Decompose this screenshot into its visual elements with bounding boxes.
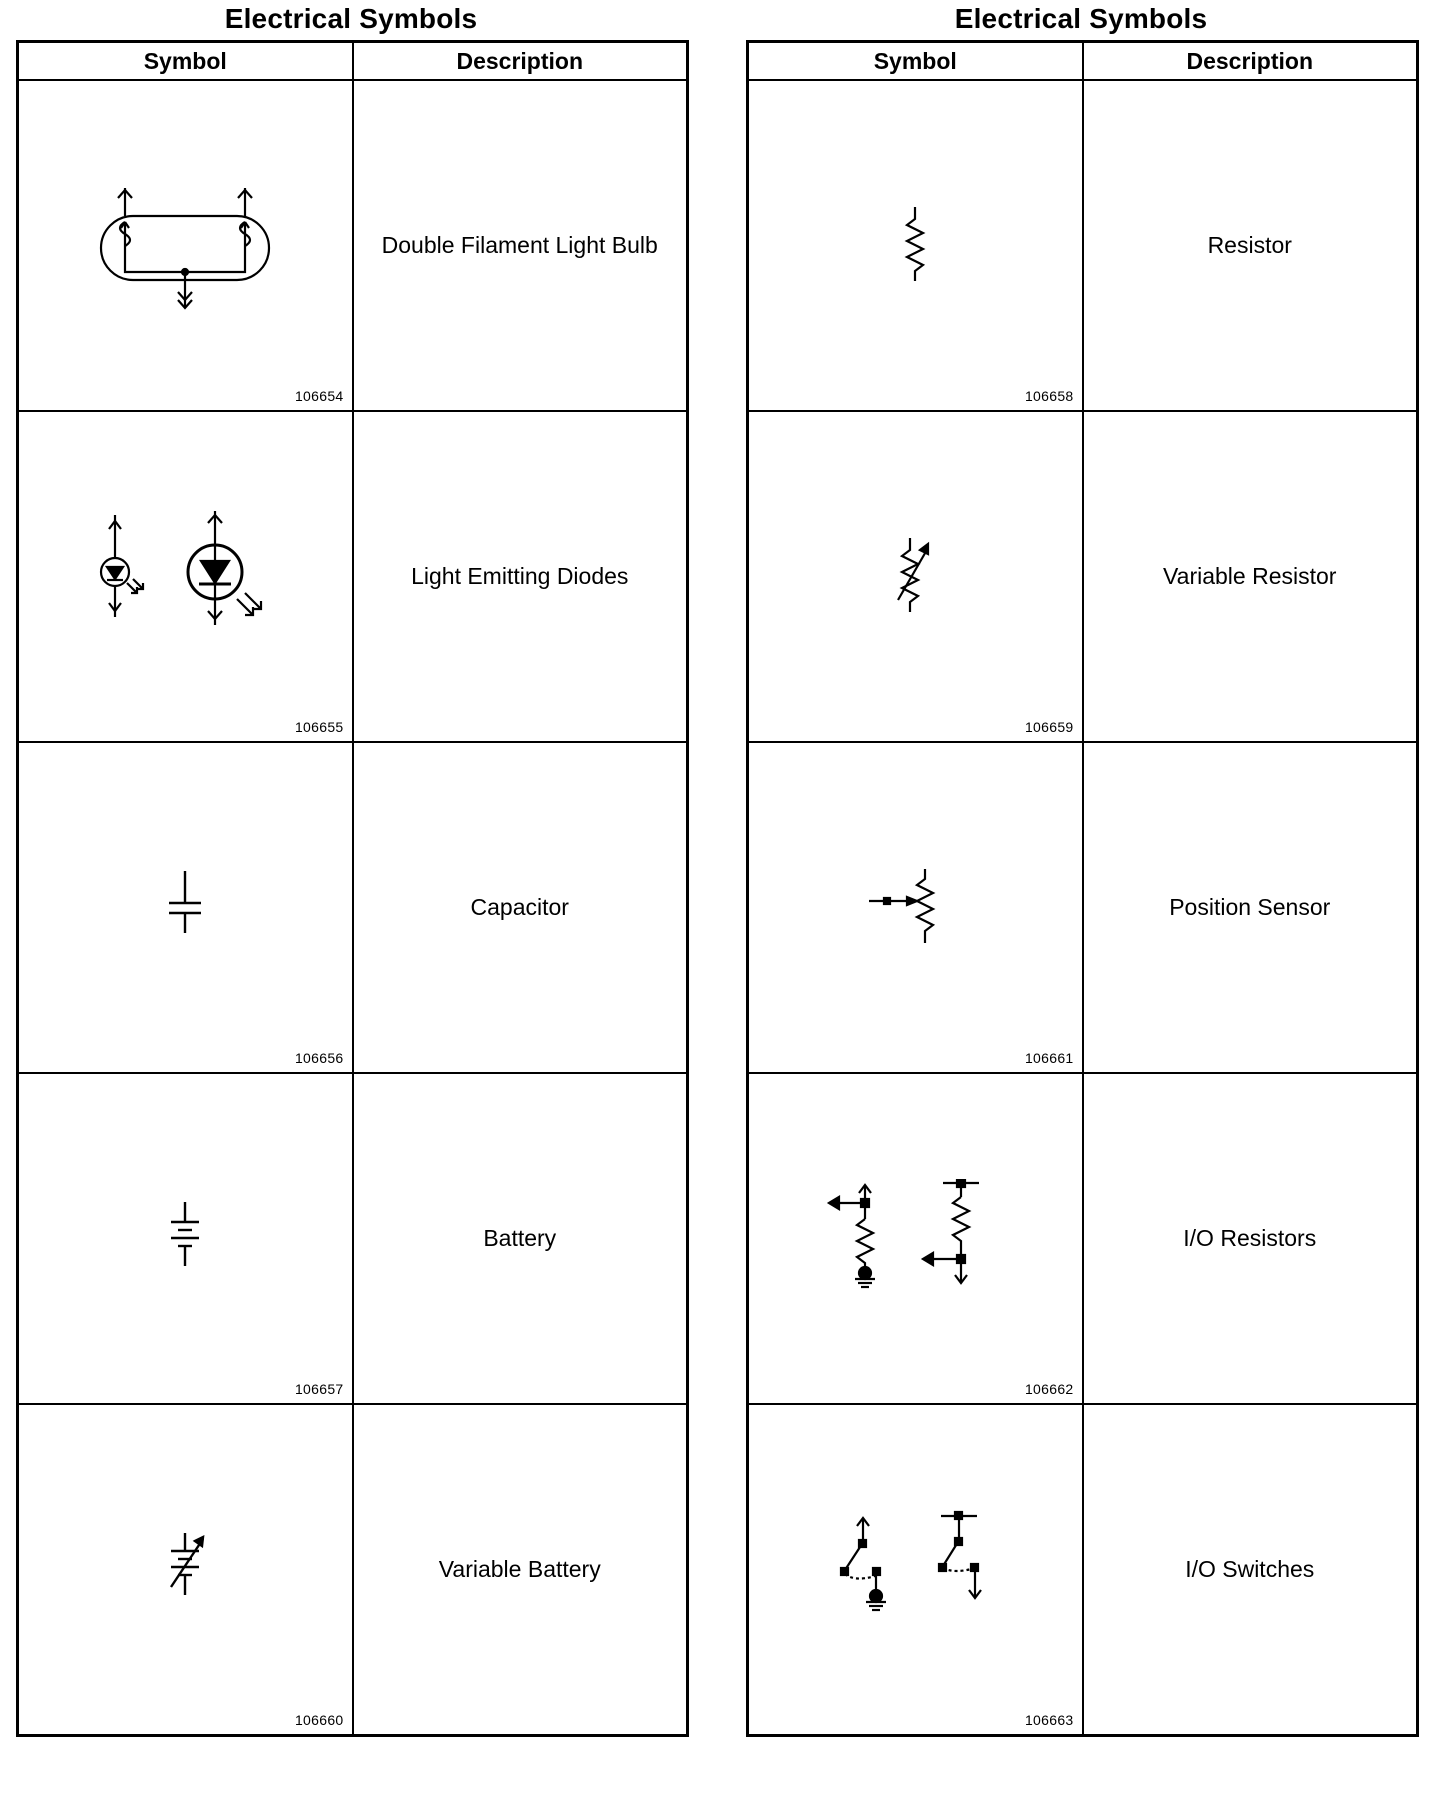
description-column-header: Description: [1083, 42, 1418, 81]
table-row: [18, 1073, 688, 1404]
table-row: [18, 411, 688, 742]
symbol-description: Double Filament Light Bulb: [353, 80, 688, 411]
position-sensor-icon: [855, 863, 975, 953]
symbol-cell: [748, 1073, 1083, 1404]
figure-id: 106661: [1024, 1050, 1074, 1066]
panel-title: Electrical Symbols: [224, 3, 478, 34]
symbol-cell: [748, 411, 1083, 742]
symbol-cell: [748, 1404, 1083, 1736]
symbol-description: Battery: [353, 1073, 688, 1404]
figure-id: 106654: [294, 388, 344, 404]
resistor-icon: [885, 201, 945, 291]
symbol-description: Position Sensor: [1083, 742, 1418, 1073]
figure-id: 106657: [294, 1381, 344, 1397]
left-symbol-panel: [16, 0, 686, 1737]
figure-id: 106658: [1024, 388, 1074, 404]
symbol-table: [746, 40, 1419, 1737]
symbol-cell: [18, 1073, 353, 1404]
symbol-cell: [18, 80, 353, 411]
symbol-description: Variable Resistor: [1083, 411, 1418, 742]
table-row: [748, 411, 1418, 742]
symbol-description: I/O Switches: [1083, 1404, 1418, 1736]
table-row: [18, 80, 688, 411]
symbol-cell: [18, 411, 353, 742]
symbol-description: Light Emitting Diodes: [353, 411, 688, 742]
table-header-row: [748, 42, 1418, 81]
symbol-table: [16, 40, 689, 1737]
figure-id: 106656: [294, 1050, 344, 1066]
table-row: [748, 80, 1418, 411]
figure-id: 106655: [294, 719, 344, 735]
table-row: [748, 742, 1418, 1073]
symbol-cell: [18, 1404, 353, 1736]
io-switches-icon: [815, 1510, 1015, 1630]
table-row: [18, 742, 688, 1073]
double-filament-light-bulb-icon: [85, 176, 285, 316]
symbol-column-header: Symbol: [748, 42, 1083, 81]
symbol-cell: [18, 742, 353, 1073]
symbol-description: Resistor: [1083, 80, 1418, 411]
symbol-description: Capacitor: [353, 742, 688, 1073]
description-column-header: Description: [353, 42, 688, 81]
table-row: [748, 1073, 1418, 1404]
variable-resistor-icon: [880, 532, 950, 622]
figure-id: 106659: [1024, 719, 1074, 735]
battery-icon: [145, 1194, 225, 1284]
symbol-cell: [748, 742, 1083, 1073]
figure-id: 106660: [294, 1712, 344, 1728]
light-emitting-diodes-icon: [75, 507, 295, 647]
right-symbol-panel: [746, 0, 1416, 1737]
panel-title: Electrical Symbols: [954, 3, 1208, 34]
symbol-description: Variable Battery: [353, 1404, 688, 1736]
io-resistors-icon: [815, 1179, 1015, 1299]
table-row: [18, 1404, 688, 1736]
capacitor-icon: [145, 863, 225, 953]
table-header-row: [18, 42, 688, 81]
symbol-column-header: Symbol: [18, 42, 353, 81]
symbol-cell: [748, 80, 1083, 411]
variable-battery-icon: [145, 1525, 225, 1615]
table-row: [748, 1404, 1418, 1736]
figure-id: 106662: [1024, 1381, 1074, 1397]
symbol-description: I/O Resistors: [1083, 1073, 1418, 1404]
figure-id: 106663: [1024, 1712, 1074, 1728]
